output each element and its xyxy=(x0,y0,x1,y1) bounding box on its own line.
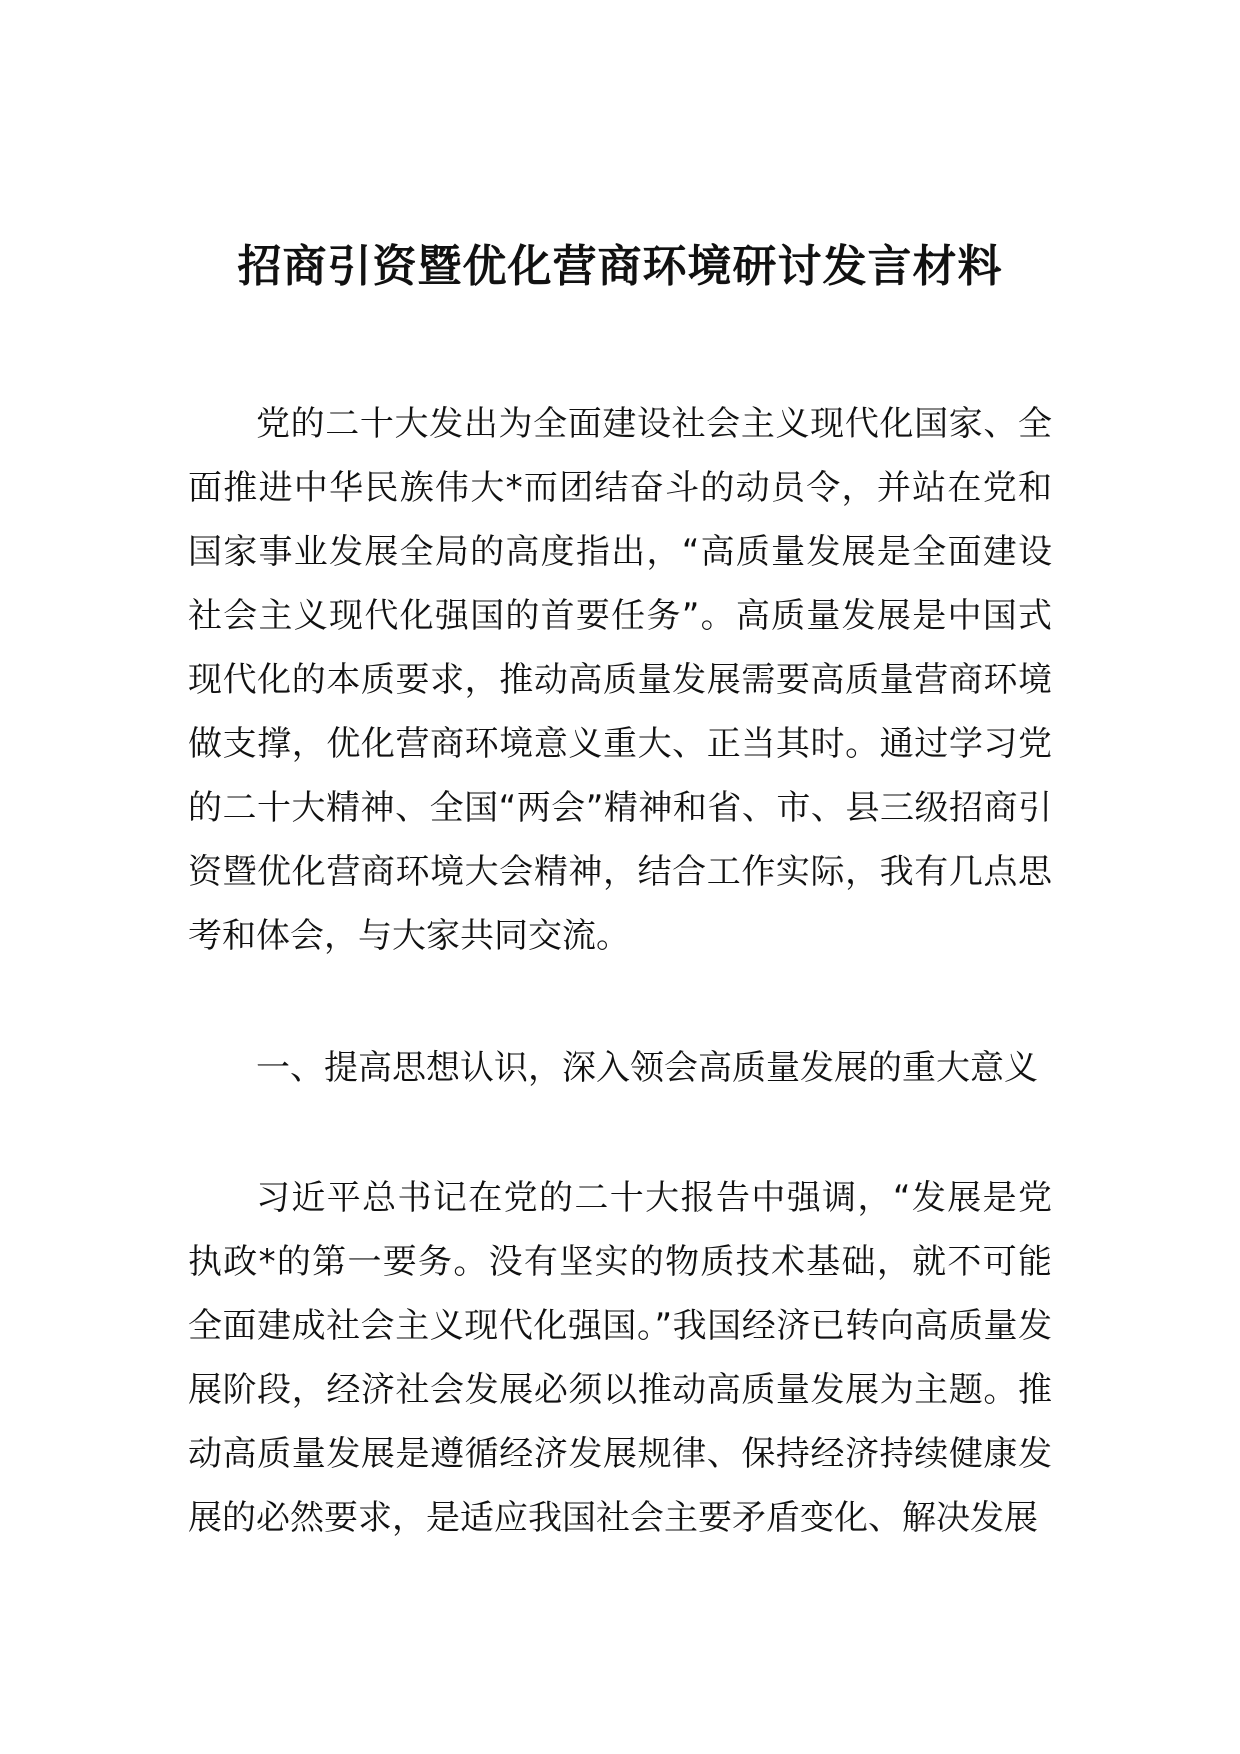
document-title: 招商引资暨优化营商环境研讨发言材料 xyxy=(237,241,1003,293)
paragraph-section-1: 习近平总书记在党的二十大报告中强调，“发展是党执政*的第一要务。没有坚实的物质技术基础，就不可能全面建成社会主义现代化强国。”我国经济已转向高质量发展阶段，经济社会发展必须以推动高质量发展为主题。推动高质量发展是遵循经济发展规律、保持经济持续健康发展的必然要求，是适应我国社会主要矛盾变化、解决发展 xyxy=(188,1178,1052,1538)
section-heading-1: 一、提高思想认识，深入领会高质量发展的重大意义 xyxy=(256,1048,1038,1088)
paragraph-intro: 党的二十大发出为全面建设社会主义现代化国家、全面推进中华民族伟大*而团结奋斗的动员令，并站在党和国家事业发展全局的高度指出，“高质量发展是全面建设社会主义现代化强国的首要任务”。高质量发展是中国式现代化的本质要求，推动高质量发展需要高质量营商环境做支撑，优化营商环境意义重大、正当其时。通过学习党的二十大精神、全国“两会”精神和省、市、县三级招商引资暨优化营商环境大会精神，结合工作实际，我有几点思考和体会，与大家共同交流。 xyxy=(188,404,1052,956)
